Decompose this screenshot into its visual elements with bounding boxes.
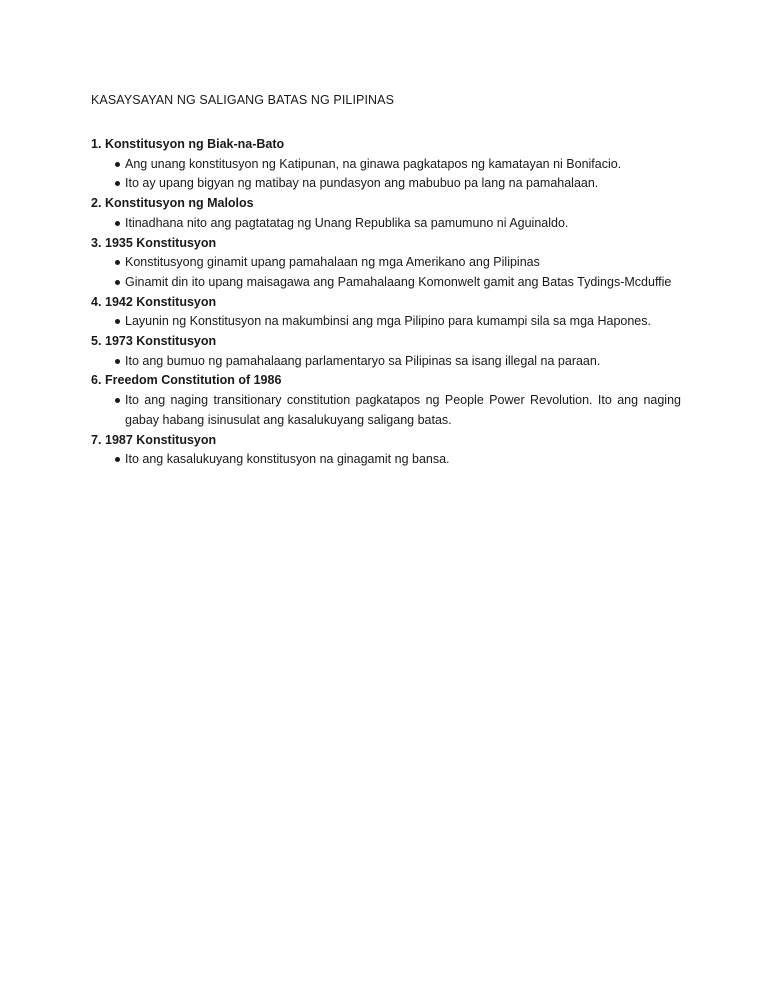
section-title: Freedom Constitution of 1986 <box>105 373 282 388</box>
bullet-text: Konstitusyong ginamit upang pamahalaan ng mga Amerikano ang Pilipinas <box>125 255 540 270</box>
bullet-item <box>91 273 681 293</box>
bullet-dot-icon <box>91 273 125 293</box>
bullet-list <box>91 155 681 194</box>
section-number: 7. <box>91 432 102 447</box>
bullet-item <box>91 174 681 194</box>
section-item <box>91 332 681 371</box>
bullet-item <box>91 391 681 430</box>
bullet-dot-icon <box>91 155 125 175</box>
bullet-text: Ito ang naging transitionary constitution pagkatapos ng People Power Revolution. Ito ang naging gabay habang isinusulat ang kasalukuyang saligang batas. <box>125 393 681 427</box>
bullet-dot-icon <box>91 214 125 234</box>
section-list <box>91 135 681 470</box>
bullet-item <box>91 450 681 470</box>
section-heading <box>91 431 681 451</box>
bullet-list <box>91 214 681 234</box>
section-heading <box>91 332 681 352</box>
section-item <box>91 371 681 430</box>
bullet-text: Itinadhana nito ang pagtatatag ng Unang Republika sa pamumuno ni Aguinaldo. <box>125 215 569 230</box>
section-number: 3. <box>91 235 102 250</box>
bullet-dot-icon <box>91 391 125 430</box>
section-title: 1935 Konstitusyon <box>105 235 217 250</box>
bullet-item <box>91 214 681 234</box>
bullet-dot-icon <box>91 450 125 470</box>
bullet-item <box>91 155 681 175</box>
bullet-text: Ito ang bumuo ng pamahalaang parlamentaryo sa Pilipinas sa isang illegal na paraan. <box>125 353 601 368</box>
section-number: 1. <box>91 137 102 151</box>
section-heading <box>91 194 681 214</box>
bullet-list <box>91 450 681 470</box>
bullet-item <box>91 312 681 332</box>
bullet-text: Ang unang konstitusyon ng Katipunan, na ginawa pagkatapos ng kamatayan ni Bonifacio. <box>125 156 622 171</box>
section-title: 1973 Konstitusyon <box>105 334 217 349</box>
bullet-list <box>91 352 681 372</box>
bullet-item <box>91 253 681 273</box>
section-heading <box>91 135 681 155</box>
bullet-text: Ito ay upang bigyan ng matibay na pundasyon ang mabubuo pa lang na pamahalaan. <box>125 176 599 191</box>
section-number: 2. <box>91 196 102 211</box>
section-number: 5. <box>91 334 102 349</box>
section-item <box>91 293 681 332</box>
section-title: 1987 Konstitusyon <box>105 432 217 447</box>
bullet-list <box>91 312 681 332</box>
section-title: Konstitusyon ng Malolos <box>105 196 254 211</box>
bullet-text: Ginamit din ito upang maisagawa ang Pamahalaang Komonwelt gamit ang Batas Tydings-Mcduffie <box>125 274 672 289</box>
section-heading <box>91 234 681 254</box>
document-content <box>91 92 681 470</box>
section-number: 4. <box>91 294 102 309</box>
document-title: KASAYSAYAN NG SALIGANG BATAS NG PILIPINAS <box>91 93 395 107</box>
bullet-dot-icon <box>91 253 125 273</box>
bullet-text: Ito ang kasalukuyang konstitusyon na ginagamit ng bansa. <box>125 452 450 467</box>
section-number: 6. <box>91 373 102 388</box>
section-item <box>91 194 681 233</box>
section-item <box>91 135 681 194</box>
section-heading <box>91 371 681 391</box>
section-heading <box>91 293 681 313</box>
section-title: Konstitusyon ng Biak-na-Bato <box>105 137 285 151</box>
bullet-list <box>91 253 681 292</box>
bullet-item <box>91 352 681 372</box>
section-title: 1942 Konstitusyon <box>105 294 217 309</box>
bullet-dot-icon <box>91 312 125 332</box>
bullet-dot-icon <box>91 174 125 194</box>
bullet-list <box>91 391 681 430</box>
bullet-text: Layunin ng Konstitusyon na makumbinsi ang mga Pilipino para kumampi sila sa mga Hapones. <box>125 314 651 329</box>
bullet-dot-icon <box>91 352 125 372</box>
section-item <box>91 234 681 293</box>
section-item <box>91 431 681 470</box>
